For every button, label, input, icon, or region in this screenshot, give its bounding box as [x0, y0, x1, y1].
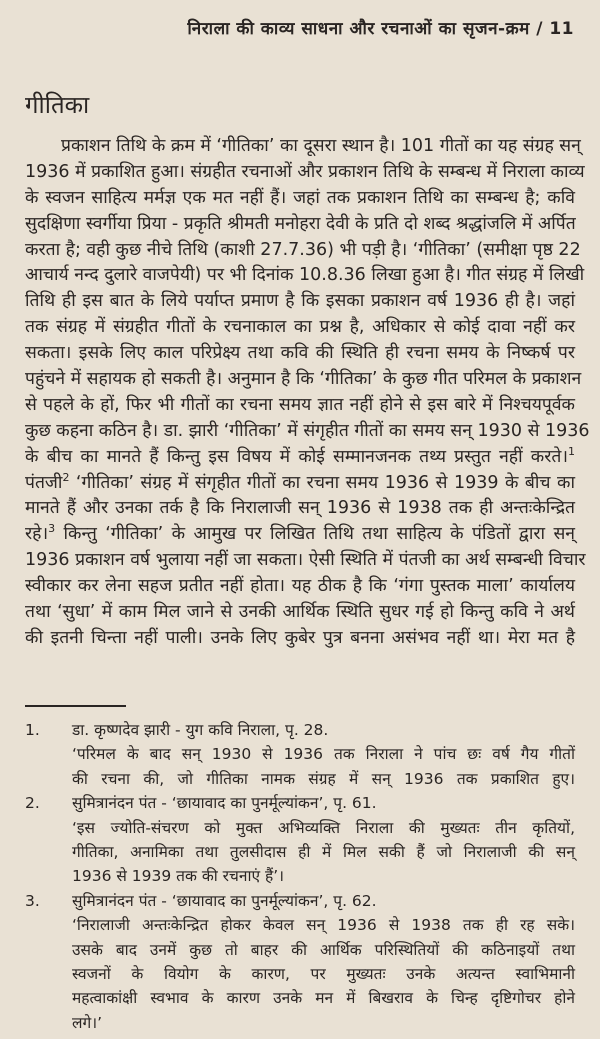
footnote-line: [25, 913, 575, 937]
footnote-line: [25, 718, 575, 742]
body-line: [25, 367, 582, 393]
footnote-line: [25, 864, 575, 888]
body-line-text: ‘गीतिका’ संग्रह में संगृहीत गीतों का रचना समय 1936 से 1939 के बीच का: [69, 472, 575, 493]
footnote-text: सुमित्रानंदन पंत - ‘छायावाद का पुनर्मूल्यांकन’, पृ. 62.: [72, 891, 377, 910]
body-line: [25, 186, 575, 212]
body-line-text: पंतजी: [25, 472, 63, 493]
footnote-reference[interactable]: 3: [48, 522, 56, 536]
body-line-text: आचार्य नन्द दुलारे वाजपेयी) पर भी दिनांक 10.8.36 लिखा हुआ है। गीत संग्रह में लिखी: [25, 265, 585, 286]
body-line-text: स्वीकार कर लेना सहज प्रतीत नहीं होता। यह ठीक है कि ‘गंगा पुस्तक माला’ कार्यालय: [25, 576, 575, 597]
footnote-text: 1936 से 1939 तक की रचनाएं हैं’।: [72, 867, 284, 886]
body-line: [25, 548, 586, 574]
body-line: [25, 522, 575, 548]
footnote-number: [25, 816, 72, 840]
body-line: [25, 263, 585, 289]
footnote-text: गीतिका, अनामिका तथा तुलसीदास ही में मिल सकी हैं जो निरालाजी की सन्: [72, 842, 575, 861]
footnote-number: 2.: [25, 794, 40, 813]
body-line-text: 1936 प्रकाशन वर्ष भुलाया नहीं जा सकता। ऐसी स्थिति में पंतजी का अर्थ सम्बन्धी विचार: [25, 550, 586, 571]
footnote-line: [25, 986, 575, 1010]
footnote-text: ‘निरालाजी अन्तःकेन्द्रित होकर केवल सन् 1936 से 1938 तक ही रह सके।: [72, 916, 575, 935]
footnote-number: 1.: [25, 721, 40, 739]
footnote-reference[interactable]: 2: [62, 470, 70, 484]
body-line-text: से पहले के हों, फिर भी गीतों का रचना समय ज्ञात नहीं होने से इस बारे में निश्चयपूर्वक: [25, 394, 575, 415]
footnote-number: [25, 913, 72, 937]
footnote-text: ‘परिमल के बाद सन् 1930 से 1936 तक निराला ने पांच छः वर्ष गैय गीतों: [72, 745, 575, 764]
body-line-text: के बीच का मानते हैं किन्तु इस विषय में कोई सम्मानजनक तथ्य प्रस्तुत नहीं करते।: [25, 446, 568, 467]
footnote-line: [25, 962, 575, 986]
footnote-number: [25, 986, 72, 1010]
running-header: निराला की काव्य साधना और रचनाओं का सृजन-क्रम / 11: [187, 19, 574, 39]
body-line-text: करता है; वही कुछ नीचे तिथि (काशी 27.7.36) भी पड़ी है। ‘गीतिका’ (समीक्षा पृष्ठ 22: [25, 239, 581, 260]
footnote-number: [25, 767, 72, 791]
body-line: [25, 445, 575, 471]
body-line-text: सुदक्षिणा स्वर्गीया प्रिया - प्रकृति श्रीमती मनोहरा देवी के प्रति दो शब्द श्रद्धांजलि में अर्पित: [25, 213, 576, 234]
body-line: [25, 341, 575, 367]
footnote-line: [25, 742, 575, 766]
body-line: [25, 471, 575, 497]
body-line: [25, 238, 581, 264]
footnote-line: [25, 767, 575, 791]
footnote-text: की रचना की, जो गीतिका नामक संग्रह में सन् 1936 तक प्रकाशित हुए।: [72, 769, 575, 788]
footnote-line: [25, 840, 575, 864]
footnote-number: [25, 840, 72, 864]
footnote-number: [25, 938, 72, 962]
footnote-line: [25, 791, 575, 815]
body-line-text: किन्तु ‘गीतिका’ के आमुख पर लिखित तिथि तथा साहित्य के पंडितों द्वारा सन्: [55, 524, 575, 545]
footnote-number: [25, 864, 72, 888]
footnote-line: [25, 1011, 575, 1035]
body-line: [25, 574, 575, 600]
footnote-text: सुमित्रानंदन पंत - ‘छायावाद का पुनर्मूल्यांकन’, पृ. 61.: [72, 794, 377, 813]
section-title: गीतिका: [25, 91, 90, 119]
body-line: [25, 212, 575, 238]
footnote-reference[interactable]: 1: [568, 444, 575, 458]
footnote-text: महत्वाकांक्षी स्वभाव के कारण उनके मन में बिखराव के चिन्ह दृष्टिगोचर होने: [72, 989, 575, 1008]
footnotes: [25, 718, 575, 1035]
body-line-text: प्रकाशन तिथि के क्रम में ‘गीतिका’ का दूसरा स्थान है। 101 गीतों का यह संग्रह सन्: [61, 136, 581, 156]
footnote-number: 3.: [25, 891, 40, 910]
body-line: [25, 419, 590, 445]
body-line-text: तक संग्रह में संग्रहीत गीतों के रचनाकाल का प्रश्न है, अधिकार से कोई दावा नहीं कर: [25, 317, 575, 338]
footnote-text: ‘इस ज्योति-संचरण को मुक्त अभिव्यक्ति निराला की मुख्यतः तीन कृतियों,: [72, 818, 575, 837]
footnote-number: [25, 1011, 72, 1035]
footnote-text: डा. कृष्णदेव झारी - युग कवि निराला, पृ. 28.: [72, 721, 329, 739]
body-line: [25, 134, 581, 160]
body-line: [25, 496, 575, 522]
footnote-text: स्वजनों के वियोग के कारण, पर मुख्यतः उनके अत्यन्त स्वाभिमानी: [72, 964, 575, 983]
footnote-number: [25, 742, 72, 766]
body-line: [25, 393, 575, 419]
body-line-text: की इतनी चिन्ता नहीं पाली। उनके लिए कुबेर पुत्र बनना असंभव नहीं था। मेरा मत है: [25, 627, 575, 648]
body-line-text: मानते हैं और उनका तर्क है कि निरालाजी सन् 1936 से 1938 तक ही अन्तःकेन्द्रित: [25, 498, 575, 519]
body-line-text: कुछ कहना कठिन है। डा. झारी ‘गीतिका’ में संगृहीत गीतों का समय सन् 1930 से 1936: [25, 420, 590, 441]
body-line-text: के स्वजन साहित्य मर्मज्ञ एक मत नहीं हैं। जहां तक प्रकाशन तिथि का सम्बन्ध है; कवि: [25, 187, 575, 208]
body-line: [25, 626, 575, 652]
body-line-text: तथा ‘सुधा’ में काम मिल जाने से उनकी आर्थिक स्थिति सुधर गई हो किन्तु कवि ने अर्थ: [25, 602, 575, 623]
footnote-line: [25, 938, 575, 962]
body-line-text: सकता। इसके लिए काल परिप्रेक्ष्य तथा कवि की स्थिति ही रचना समय के निष्कर्ष पर: [25, 343, 575, 364]
body-line-text: 1936 में प्रकाशित हुआ। संग्रहीत रचनाओं और प्रकाशन तिथि के सम्बन्ध में निराला काव्य: [25, 161, 585, 182]
body-line-text: रहे।: [25, 524, 49, 545]
footnote-line: [25, 816, 575, 840]
body-line-text: पहुंचने में सहायक हो सकती है। अनुमान है कि ‘गीतिका’ के कुछ गीत परिमल के प्रकाशन: [25, 369, 582, 390]
footnote-line: [25, 889, 575, 913]
footnote-divider: [25, 705, 126, 707]
body-line: [25, 600, 575, 626]
body-line: [25, 160, 585, 186]
footnote-text: उसके बाद उनमें कुछ तो बाहर की आर्थिक परिस्थितियों की कठिनाइयों तथा: [72, 940, 575, 959]
body-text: [25, 134, 590, 652]
body-line: [25, 289, 575, 315]
body-line: [25, 315, 575, 341]
body-line-text: तिथि ही इस बात के लिये पर्याप्त प्रमाण है कि इसका प्रकाशन वर्ष 1936 ही है। जहां: [25, 291, 575, 312]
footnote-number: [25, 962, 72, 986]
footnote-text: लगे।’: [72, 1013, 103, 1032]
